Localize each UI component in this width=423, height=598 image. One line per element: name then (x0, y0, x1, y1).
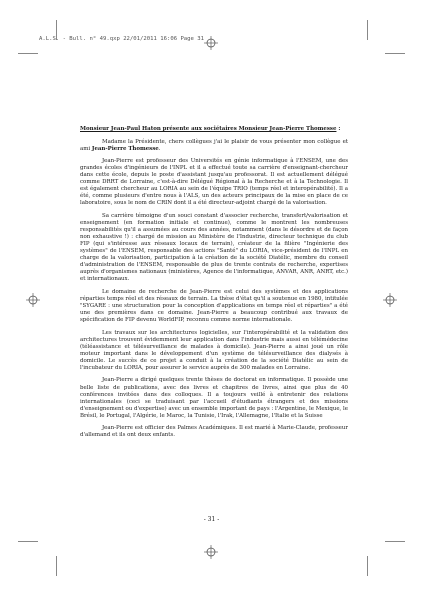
heading-colon: : (336, 126, 341, 132)
crop-mark-bottom-left-h (18, 541, 38, 542)
crop-mark-top-right-v (367, 20, 368, 40)
registration-mark-right-icon (383, 293, 397, 307)
registration-mark-bottom-icon (204, 545, 218, 559)
honoree-name: Jean-Pierre Thomesse (91, 145, 159, 152)
crop-mark-top-left-h (18, 53, 38, 54)
page-number: - 31 - (203, 516, 220, 523)
intro-end: . (158, 145, 161, 152)
paragraph-research: Le domaine de recherche de Jean-Pierre est celui des systèmes et des applications réparties temps réel et des réseaux de terrain. La thèse d'état qu'il a soutenue en 1980, intitulée "SYGARE : une structuration pour la conception d'applications en temps réel et réparties" a été une des premières dans ce domaine. Jean-Pierre a beaucoup contribué aux travaux de spécification de FIP devenu WorldFIP, reconnu comme norme internationale. (80, 288, 348, 324)
paragraph-career: Jean-Pierre est professeur des Universités en génie informatique à l'ENSEM, une des grandes écoles d'ingénieurs de l'INPL et il a effectué toute sa carrière d'enseignant-chercheur dans cette école, depuis le poste d'assistant jusqu'au professorat. Il est actuellement délégué comme DRRT de Lorraine, c'est-à-dire Délégué Régional à la Recherche et à la Technologie. Il est également chercheur au LORIA au sein de l'équipe TRIO (temps réel et interopérabilité). Il a été, comme plusieurs d'entre nous à l'ALS, un des acteurs principaux de la mise en place de ce laboratoire, sous le nom de CRIN dont il a été directeur-adjoint chargé de la valorisation. (80, 158, 348, 207)
intro-paragraph (80, 139, 348, 153)
article-heading (80, 126, 348, 133)
crop-mark-bottom-right-v (367, 556, 368, 576)
crop-mark-bottom-right-h (385, 541, 405, 542)
intro-text: Madame la Présidente, chers collègues j'ai le plaisir de vous présenter mon collègue et ami (80, 138, 348, 152)
paragraph-theses: Jean-Pierre a dirigé quelques trente thèses de doctorat en informatique. Il possède une belle liste de publications, avec des livres et chapitres de livres, ainsi que plus de 40 conférences invitées dans des colloques. Il a toujours veillé à entretenir des relations internationales (ceci se traduisant par l'accueil d'étudiants étrangers et des missions d'enseignement ou d'expertise) avec un ensemble important de pays : l'Argentine, le Mexique, le Brésil, le Portugal, l'Algérie, le Maroc, la Tunisie, l'Irak, l'Allemagne, l'Italie et la Suisse (80, 377, 348, 419)
article-body (80, 126, 348, 445)
registration-mark-left-icon (26, 293, 40, 307)
paragraph-architectures: Les travaux sur les architectures logicielles, sur l'interopérabilité et la validation des architectures trouvent évidemment leur application dans l'industrie mais aussi en télémédecine (téléassistance et télésurveillance de malades à domicile). Jean-Pierre a ainsi joué un rôle moteur important dans le développement d'un système de télésurveillance des dialysés à domicile. Le succès de ce projet a conduit à la création de la société Diatélic au sein de l'incubateur du LORIA, pour assurer le service auprès de 300 malades en Lorraine. (80, 329, 348, 371)
crop-mark-top-left-v (56, 20, 57, 40)
print-slug: A.L.S. - Bull. n° 49.qxp 22/01/2011 16:06 Page 31 (39, 36, 205, 42)
registration-mark-top-icon (204, 36, 218, 50)
paragraph-responsibilities: Sa carrière témoigne d'un souci constant d'associer recherche, transfert/valorisation et enseignement (en formation initiale et continue), comme le montrent les nombreuses responsabilités qu'il a assumées au cours des années, notamment (dans le désordre et de façon non exhaustive !) : chargé de mission au Ministère de l'Industrie, directeur technique du club FIP (qui s'intéresse aux réseaux locaux de terrain), créateur de la filière "Ingénierie des systèmes" de l'ENSEM, responsable des actions "Santé" du LORIA, vice-président de l'INPL en charge de la valorisation, participation à la création de la société Diatélic, membre du conseil d'administration de l'ENSEM, responsable de plus de trente contrats de recherche, expertises auprès d'organismes nationaux (ministères, Agence de l'informatique, ANVAR, ANR, ANRT, etc.) et internationaux. (80, 212, 348, 283)
crop-mark-bottom-left-v (56, 556, 57, 576)
heading-title: Monsieur Jean-Paul Haton présente aux sociétaires Monsieur Jean-Pierre Thomesse (80, 126, 337, 132)
crop-mark-top-right-h (385, 53, 405, 54)
paragraph-personal: Jean-Pierre est officier des Palmes Académiques. Il est marié à Marie-Claude, professeur d'allemand et ils ont deux enfants. (80, 425, 348, 439)
